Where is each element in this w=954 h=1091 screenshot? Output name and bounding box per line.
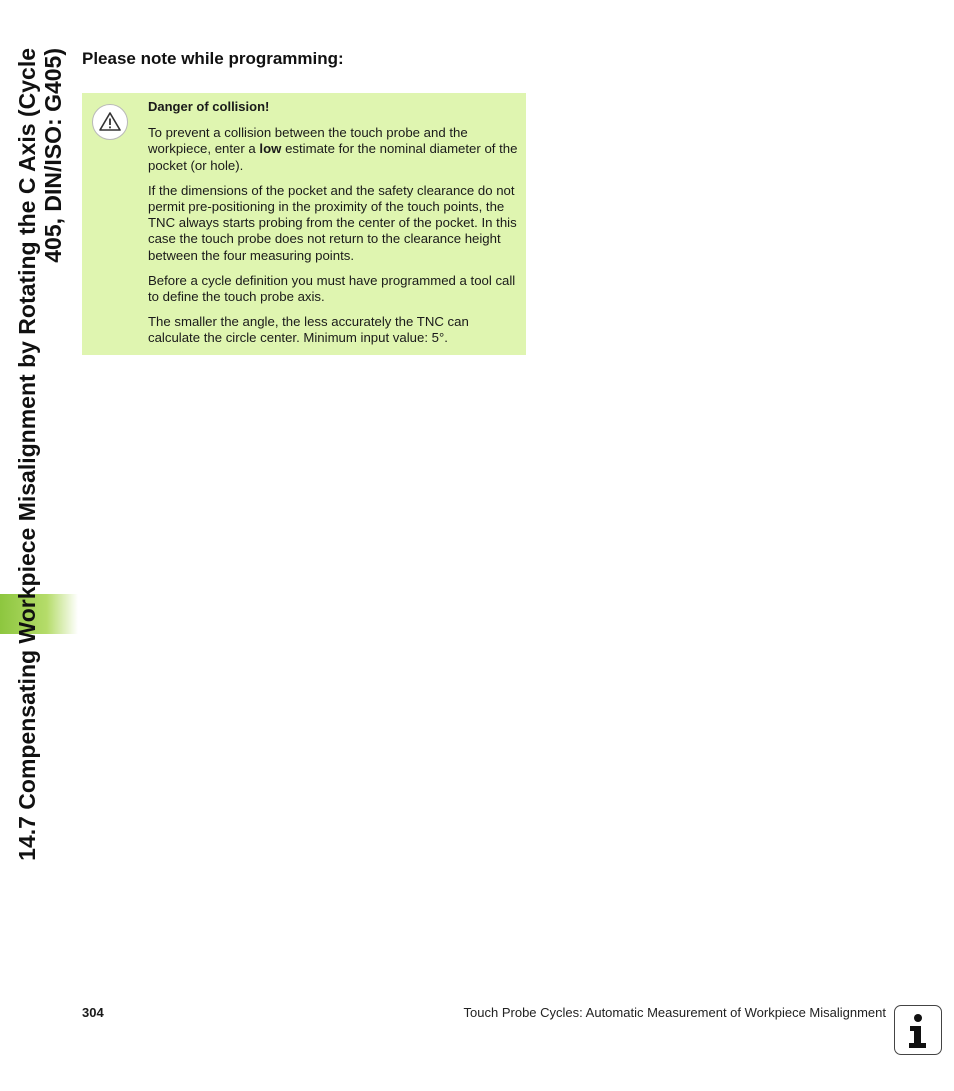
note-emphasis: low — [259, 141, 282, 157]
note-paragraph: If the dimensions of the pocket and the safety clearance do not permit pre-positioning in the proximity of the touch points, the TNC always starts probing from the center of the pocket. In this case the touch probe does not return to the clearance height between the four measuring points. — [148, 182, 517, 263]
warning-triangle-icon — [92, 104, 128, 140]
note-title: Danger of collision! — [148, 99, 270, 114]
note-text: estimate for the nominal diameter of the pocket (or hole). — [148, 141, 518, 173]
chapter-title-line-2: 405, DIN/ISO: G405) — [40, 48, 66, 263]
footer-chapter-name: Touch Probe Cycles: Automatic Measurement of Workpiece Misalignment — [463, 1005, 886, 1020]
section-heading: Please note while programming: — [82, 49, 344, 68]
page-number: 304 — [82, 1005, 104, 1020]
note-paragraph: The smaller the angle, the less accurately the TNC can calculate the circle center. Minimum input value: 5°. — [148, 314, 469, 346]
note-paragraph — [148, 125, 518, 174]
note-content — [148, 99, 518, 356]
chapter-title — [14, 48, 76, 968]
info-icon — [894, 1005, 942, 1055]
note-text: To prevent a collision between the touch probe and the workpiece, enter a — [148, 125, 468, 157]
danger-note-box — [82, 93, 526, 355]
note-paragraph: Before a cycle definition you must have programmed a tool call to define the touch probe axis. — [148, 272, 516, 305]
chapter-title-line-1: 14.7 Compensating Workpiece Misalignment by Rotating the C Axis (Cycle — [14, 48, 40, 861]
